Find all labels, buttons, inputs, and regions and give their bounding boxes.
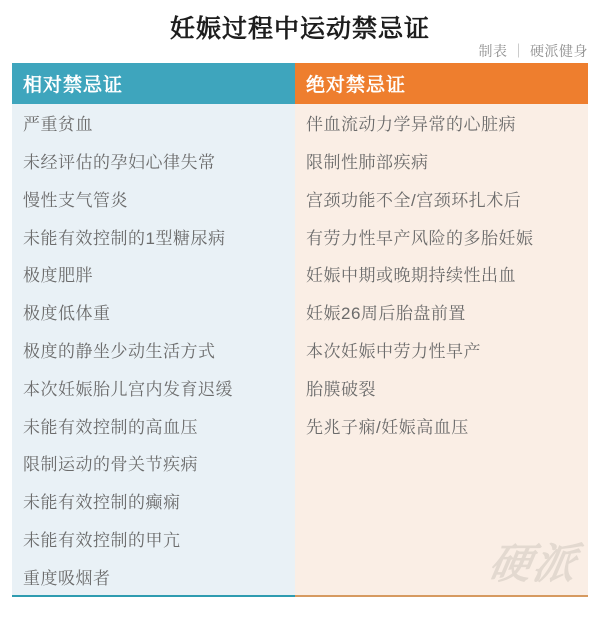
table-row: 严重贫血: [23, 115, 93, 135]
table-row: 宫颈功能不全/宫颈环扎术后: [306, 190, 522, 210]
table-row: 极度肥胖: [23, 266, 93, 286]
table-row: 本次妊娠胎儿宫内发育迟缓: [23, 379, 233, 399]
table-row: 未能有效控制的癫痫: [23, 493, 181, 513]
page-title: 妊娠过程中运动禁忌证: [169, 15, 430, 43]
table-body: [12, 104, 588, 597]
column-absolute-contraindications: [295, 104, 588, 597]
brand-watermark: 硬派: [485, 540, 582, 587]
table-header-row: [12, 63, 588, 104]
table-row: 妊娠26周后胎盘前置: [306, 304, 466, 324]
column-header-absolute-contraindications: 绝对禁忌证: [295, 63, 588, 104]
table-row: 妊娠中期或晚期持续性出血: [306, 266, 516, 286]
credit-separator: ｜: [511, 43, 526, 59]
table-row: 限制运动的骨关节疾病: [23, 455, 198, 475]
table-row: 伴血流动力学异常的心脏病: [306, 115, 516, 135]
table-row: 未经评估的孕妇心律失常: [23, 153, 216, 173]
table-row: 本次妊娠中劳力性早产: [306, 341, 481, 361]
credit-source: 硬派健身: [530, 43, 588, 59]
table-row: 极度的静坐少动生活方式: [23, 341, 216, 361]
table-row: 未能有效控制的高血压: [23, 417, 198, 437]
column-header-relative-contraindications: 相对禁忌证: [12, 63, 295, 104]
table-row: 未能有效控制的1型糖尿病: [23, 228, 226, 248]
table-row: 胎膜破裂: [306, 379, 376, 399]
table-row: 有劳力性早产风险的多胎妊娠: [306, 228, 534, 248]
table-row: 限制性肺部疾病: [306, 153, 429, 173]
table-row: 先兆子痫/妊娠高血压: [306, 417, 469, 437]
table-row: 重度吸烟者: [23, 568, 111, 588]
contraindications-table: [12, 63, 588, 597]
column-relative-contraindications: [12, 104, 295, 597]
table-row: 极度低体重: [23, 304, 111, 324]
table-row: 慢性支气管炎: [23, 190, 128, 210]
credit-label: 制表: [478, 43, 508, 59]
credit-line: [479, 41, 589, 61]
table-row: 未能有效控制的甲亢: [23, 530, 181, 550]
